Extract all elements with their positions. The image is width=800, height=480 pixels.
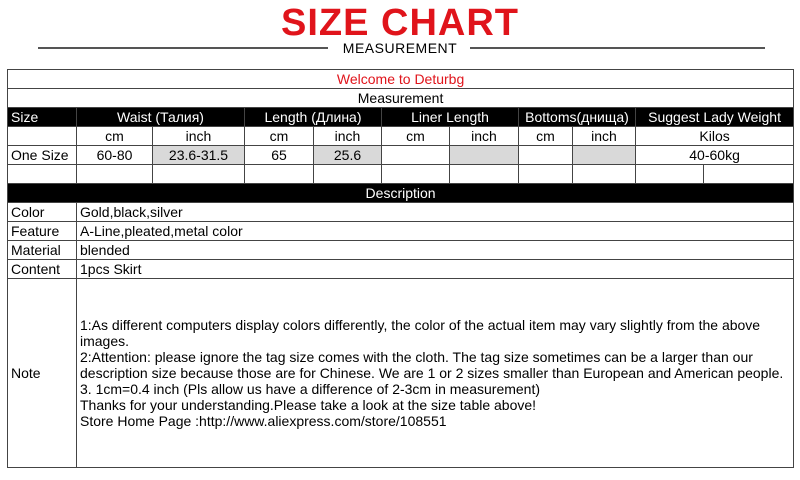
size-value: One Size: [8, 146, 77, 165]
empty-cell: [153, 165, 245, 184]
empty-cell: [573, 165, 636, 184]
empty-cell: [245, 165, 314, 184]
detail-row-material: [8, 241, 794, 260]
detail-value-material: blended: [77, 241, 794, 260]
liner-inch-value: [450, 146, 519, 165]
detail-value-content: 1pcs Skirt: [77, 260, 794, 279]
detail-label-content: Content: [8, 260, 77, 279]
empty-cell: [8, 165, 77, 184]
empty-cell: [382, 165, 450, 184]
header-waist: Waist (Талия): [77, 108, 245, 127]
detail-row-color: [8, 203, 794, 222]
detail-value-color: Gold,black,silver: [77, 203, 794, 222]
bottoms-cm-value: [519, 146, 573, 165]
empty-row: [8, 165, 794, 184]
detail-label-color: Color: [8, 203, 77, 222]
waist-inch-value: 23.6-31.5: [153, 146, 245, 165]
welcome-row: [8, 70, 794, 89]
header-size: Size: [8, 108, 77, 127]
description-title-row: [8, 184, 794, 203]
note-line: Store Home Page :http://www.aliexpress.com/store/108551: [80, 413, 447, 429]
page-title: SIZE CHART: [281, 2, 519, 44]
detail-label-feature: Feature: [8, 222, 77, 241]
empty-cell: [314, 165, 382, 184]
note-label: Note: [8, 279, 77, 468]
unit-liner-inch: inch: [450, 127, 519, 146]
header-liner-length: Liner Length: [382, 108, 519, 127]
units-row: [8, 127, 794, 146]
unit-length-cm: cm: [245, 127, 314, 146]
unit-waist-cm: cm: [77, 127, 153, 146]
measurement-title-row: [8, 89, 794, 108]
unit-waist-inch: inch: [153, 127, 245, 146]
size-row: [8, 146, 794, 165]
liner-cm-value: [382, 146, 450, 165]
page-subtitle: MEASUREMENT: [342, 40, 458, 56]
note-row: [8, 279, 794, 468]
length-cm-value: 65: [245, 146, 314, 165]
length-inch-value: 25.6: [314, 146, 382, 165]
empty-cell: [636, 165, 704, 184]
unit-kilos: Kilos: [636, 127, 794, 146]
detail-row-content: [8, 260, 794, 279]
column-header-row: [8, 108, 794, 127]
units-blank: [8, 127, 77, 146]
detail-row-feature: [8, 222, 794, 241]
unit-liner-cm: cm: [382, 127, 450, 146]
header-suggest-weight: Suggest Lady Weight: [636, 108, 794, 127]
bottoms-inch-value: [573, 146, 636, 165]
unit-bottoms-cm: cm: [519, 127, 573, 146]
description-title: Description: [8, 184, 794, 203]
header-length: Length (Длина): [245, 108, 382, 127]
unit-bottoms-inch: inch: [573, 127, 636, 146]
unit-length-inch: inch: [314, 127, 382, 146]
note-line: Thanks for your understanding.Please take a look at the size table above!: [80, 397, 537, 413]
empty-cell: [77, 165, 153, 184]
note-line: 3. 1cm=0.4 inch (Pls allow us have a difference of 2-3cm in measurement): [80, 381, 541, 397]
size-chart-table: [7, 69, 794, 468]
empty-cell: [450, 165, 519, 184]
measurement-title: Measurement: [8, 89, 794, 108]
empty-cell: [704, 165, 794, 184]
welcome-text: Welcome to Deturbg: [8, 70, 794, 89]
waist-cm-value: 60-80: [77, 146, 153, 165]
weight-value: 40-60kg: [636, 146, 794, 165]
empty-cell: [519, 165, 573, 184]
detail-value-feature: A-Line,pleated,metal color: [77, 222, 794, 241]
note-line: 2:Attention: please ignore the tag size comes with the cloth. The tag size sometimes can be a larger than our description size because those are for Chinese. We are 1 or 2 sizes smaller than European and American people.: [80, 349, 784, 381]
header-bottoms: Bottoms(днища): [519, 108, 636, 127]
note-body: [77, 279, 794, 468]
detail-label-material: Material: [8, 241, 77, 260]
note-line: 1:As different computers display colors differently, the color of the actual item may vary slightly from the above images.: [80, 317, 761, 349]
